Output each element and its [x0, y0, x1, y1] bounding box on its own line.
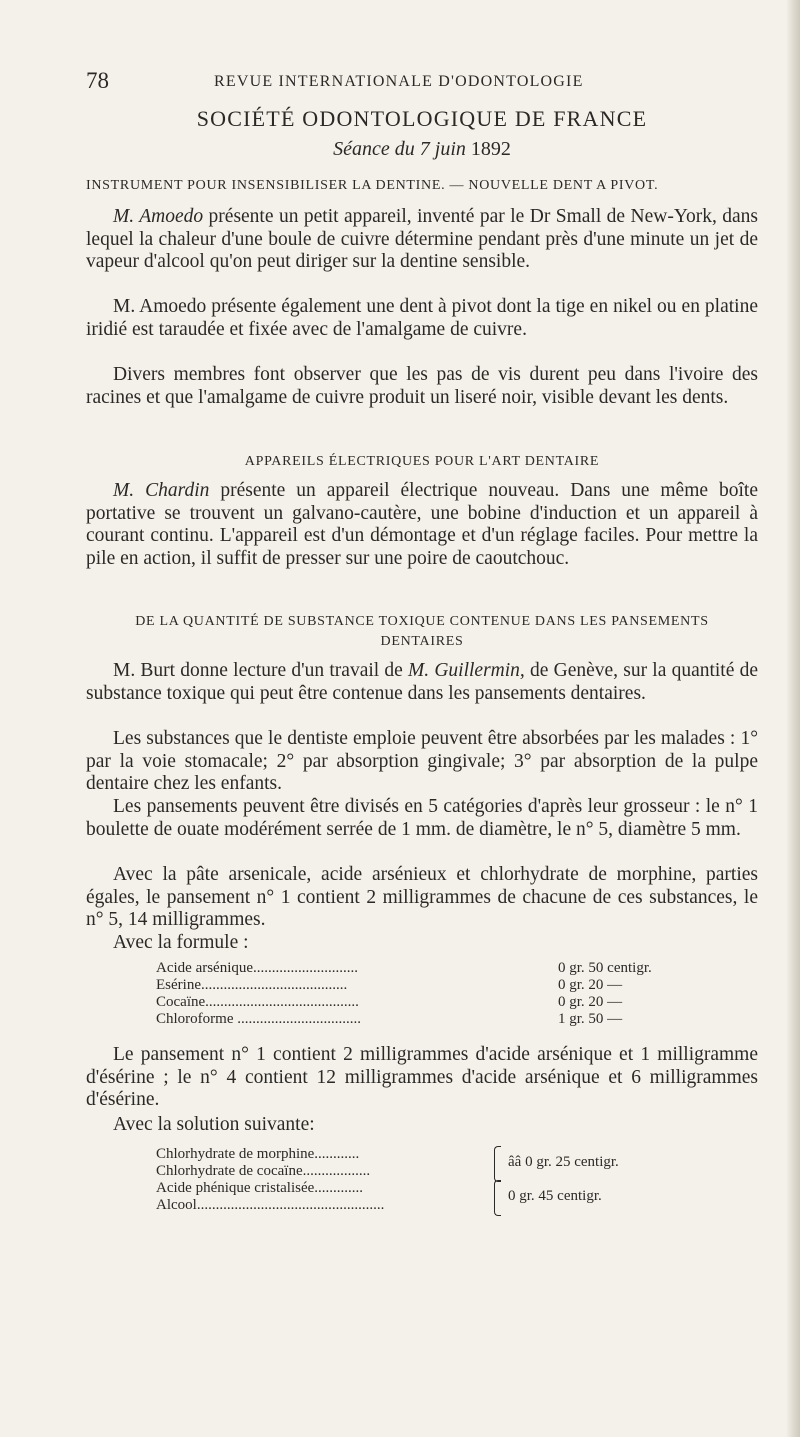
formula-ingredient: Esérine.......................................	[156, 977, 348, 993]
section-heading-instrument: INSTRUMENT POUR INSENSIBILISER LA DENTINE. — NOUVELLE DENT A PIVOT.	[86, 178, 659, 193]
paragraph-text: Le pansement n° 1 contient 2 milligrammes d'acide arsénique et 1 milligramme d'ésérine ; le n° 4 contient 12 milligrammes d'acide arsénique et 6 milligrammes d'ésérine.	[86, 1044, 758, 1110]
solution-group	[156, 1146, 756, 1180]
paragraph-text: M. Burt donne lecture d'un travail de	[113, 660, 409, 681]
formula-quantity: 0 gr. 20 —	[558, 977, 623, 993]
paragraph-members	[86, 364, 758, 409]
solution-ingredient: Chlorhydrate de morphine............	[156, 1146, 360, 1162]
paragraph-text: Divers membres font observer que les pas de vis durent peu dans l'ivoire des racines et que l'amalgame de cuivre produit un liseré noir, visible devant les dents.	[86, 364, 758, 408]
solution-ingredient: Chlorhydrate de cocaïne..................	[156, 1163, 371, 1179]
section-heading-quantite: DE LA QUANTITÉ DE SUBSTANCE TOXIQUE CONTENUE DANS LES PANSEMENTS	[135, 614, 709, 629]
solution-ingredient: Acide phénique cristalisée.............	[156, 1180, 364, 1196]
solution-quantity: 0 gr. 45 centigr.	[508, 1188, 602, 1204]
solution-quantity: ââ 0 gr. 25 centigr.	[508, 1154, 619, 1170]
paragraph-substances	[86, 728, 758, 796]
paragraph-text: de Genève, sur la quantité de substance toxique qui peut être contenue dans les pansements dentaires.	[86, 660, 758, 704]
section-heading-appareils: APPAREILS ÉLECTRIQUES POUR L'ART DENTAIRE	[244, 454, 600, 469]
section-heading-quantite-line2: DENTAIRES	[380, 634, 464, 649]
formula-ingredient: Chloroforme .................................	[156, 1011, 361, 1027]
formula-row	[156, 1011, 716, 1028]
paragraph-text: Les pansements peuvent être divisés en 5 catégories d'après leur grosseur : le n° 1 boulette de ouate modérément serrée de 1 mm. de diamètre, le n° 5, diamètre 5 mm.	[86, 796, 758, 840]
page-number: 78	[86, 68, 109, 93]
paragraph-formule-intro	[86, 932, 758, 955]
page-header	[86, 68, 758, 98]
paragraph-pate-arsenicale	[86, 864, 758, 932]
formula-ingredient: Cocaïne.........................................	[156, 994, 359, 1010]
formula-row	[156, 960, 716, 977]
formula-ingredient: Acide arsénique............................	[156, 960, 359, 976]
paragraph-text: Avec la formule :	[113, 932, 249, 953]
paragraph-text: Avec la solution suivante:	[113, 1114, 315, 1135]
paragraph-solution-intro	[86, 1114, 758, 1137]
paragraph-amoedo-apparatus	[86, 206, 758, 274]
formula-row	[156, 994, 716, 1011]
author-name: M. Amoedo	[113, 206, 204, 227]
formula-quantity: 1 gr. 50 —	[558, 1011, 623, 1027]
session-date	[86, 138, 758, 161]
formula-row	[156, 977, 716, 994]
formula-quantity: 0 gr. 20 —	[558, 994, 623, 1010]
solution-table	[156, 1146, 756, 1214]
paragraph-chardin	[86, 480, 758, 570]
author-name: M. Guillermin,	[408, 660, 525, 681]
running-title: REVUE INTERNATIONALE D'ODONTOLOGIE	[214, 73, 584, 90]
solution-group	[156, 1180, 756, 1214]
paragraph-text: M. Amoedo présente également une dent à pivot dont la tige en nikel ou en platine iridié est taraudée et fixée avec de l'amalgame de cuivre.	[86, 296, 758, 340]
paragraph-categories	[86, 796, 758, 841]
paragraph-text: présente un appareil électrique nouveau. Dans une même boîte portative se trouvent un galvano-cautère, une bobine d'induction et un appareil à courant continu. L'appareil est d'un démontage et d'un réglage faciles. Pour mettre la pile en action, il suffit de presser sur une poire de caoutchouc.	[86, 480, 758, 569]
formula-quantity: 0 gr. 50 centigr.	[558, 960, 652, 976]
page-edge	[786, 0, 800, 1437]
formula-table	[156, 960, 716, 1028]
paragraph-burt	[86, 660, 758, 705]
brace	[494, 1146, 501, 1182]
author-name: M. Chardin	[113, 480, 210, 501]
session-year: 1892	[470, 138, 511, 160]
brace	[494, 1180, 501, 1216]
solution-ingredient: Alcool..................................................	[156, 1197, 385, 1213]
paragraph-pansement-result	[86, 1044, 758, 1112]
paragraph-text: Avec la pâte arsenicale, acide arsénieux et chlorhydrate de morphine, parties égales, le pansement n° 1 contient 2 milligrammes de chacune de ces substances, le n° 5, 14 milligrammes.	[86, 864, 758, 930]
session-label: Séance du 7 juin	[333, 138, 466, 160]
paragraph-text: Les substances que le dentiste emploie peuvent être absorbées par les malades : 1° par la voie stomacale; 2° par absorption gingivale; 3° par absorption de la pulpe dentaire chez les enfants.	[86, 728, 758, 794]
paragraph-text: présente un petit appareil, inventé par le Dr Small de New-York, dans lequel la chaleur d'une boule de cuivre détermine pendant près d'une minute un jet de vapeur d'alcool qu'on peut diriger sur la dentine sensible.	[86, 206, 759, 272]
society-title: SOCIÉTÉ ODONTOLOGIQUE DE FRANCE	[196, 106, 648, 131]
paragraph-amoedo-pivot	[86, 296, 758, 341]
